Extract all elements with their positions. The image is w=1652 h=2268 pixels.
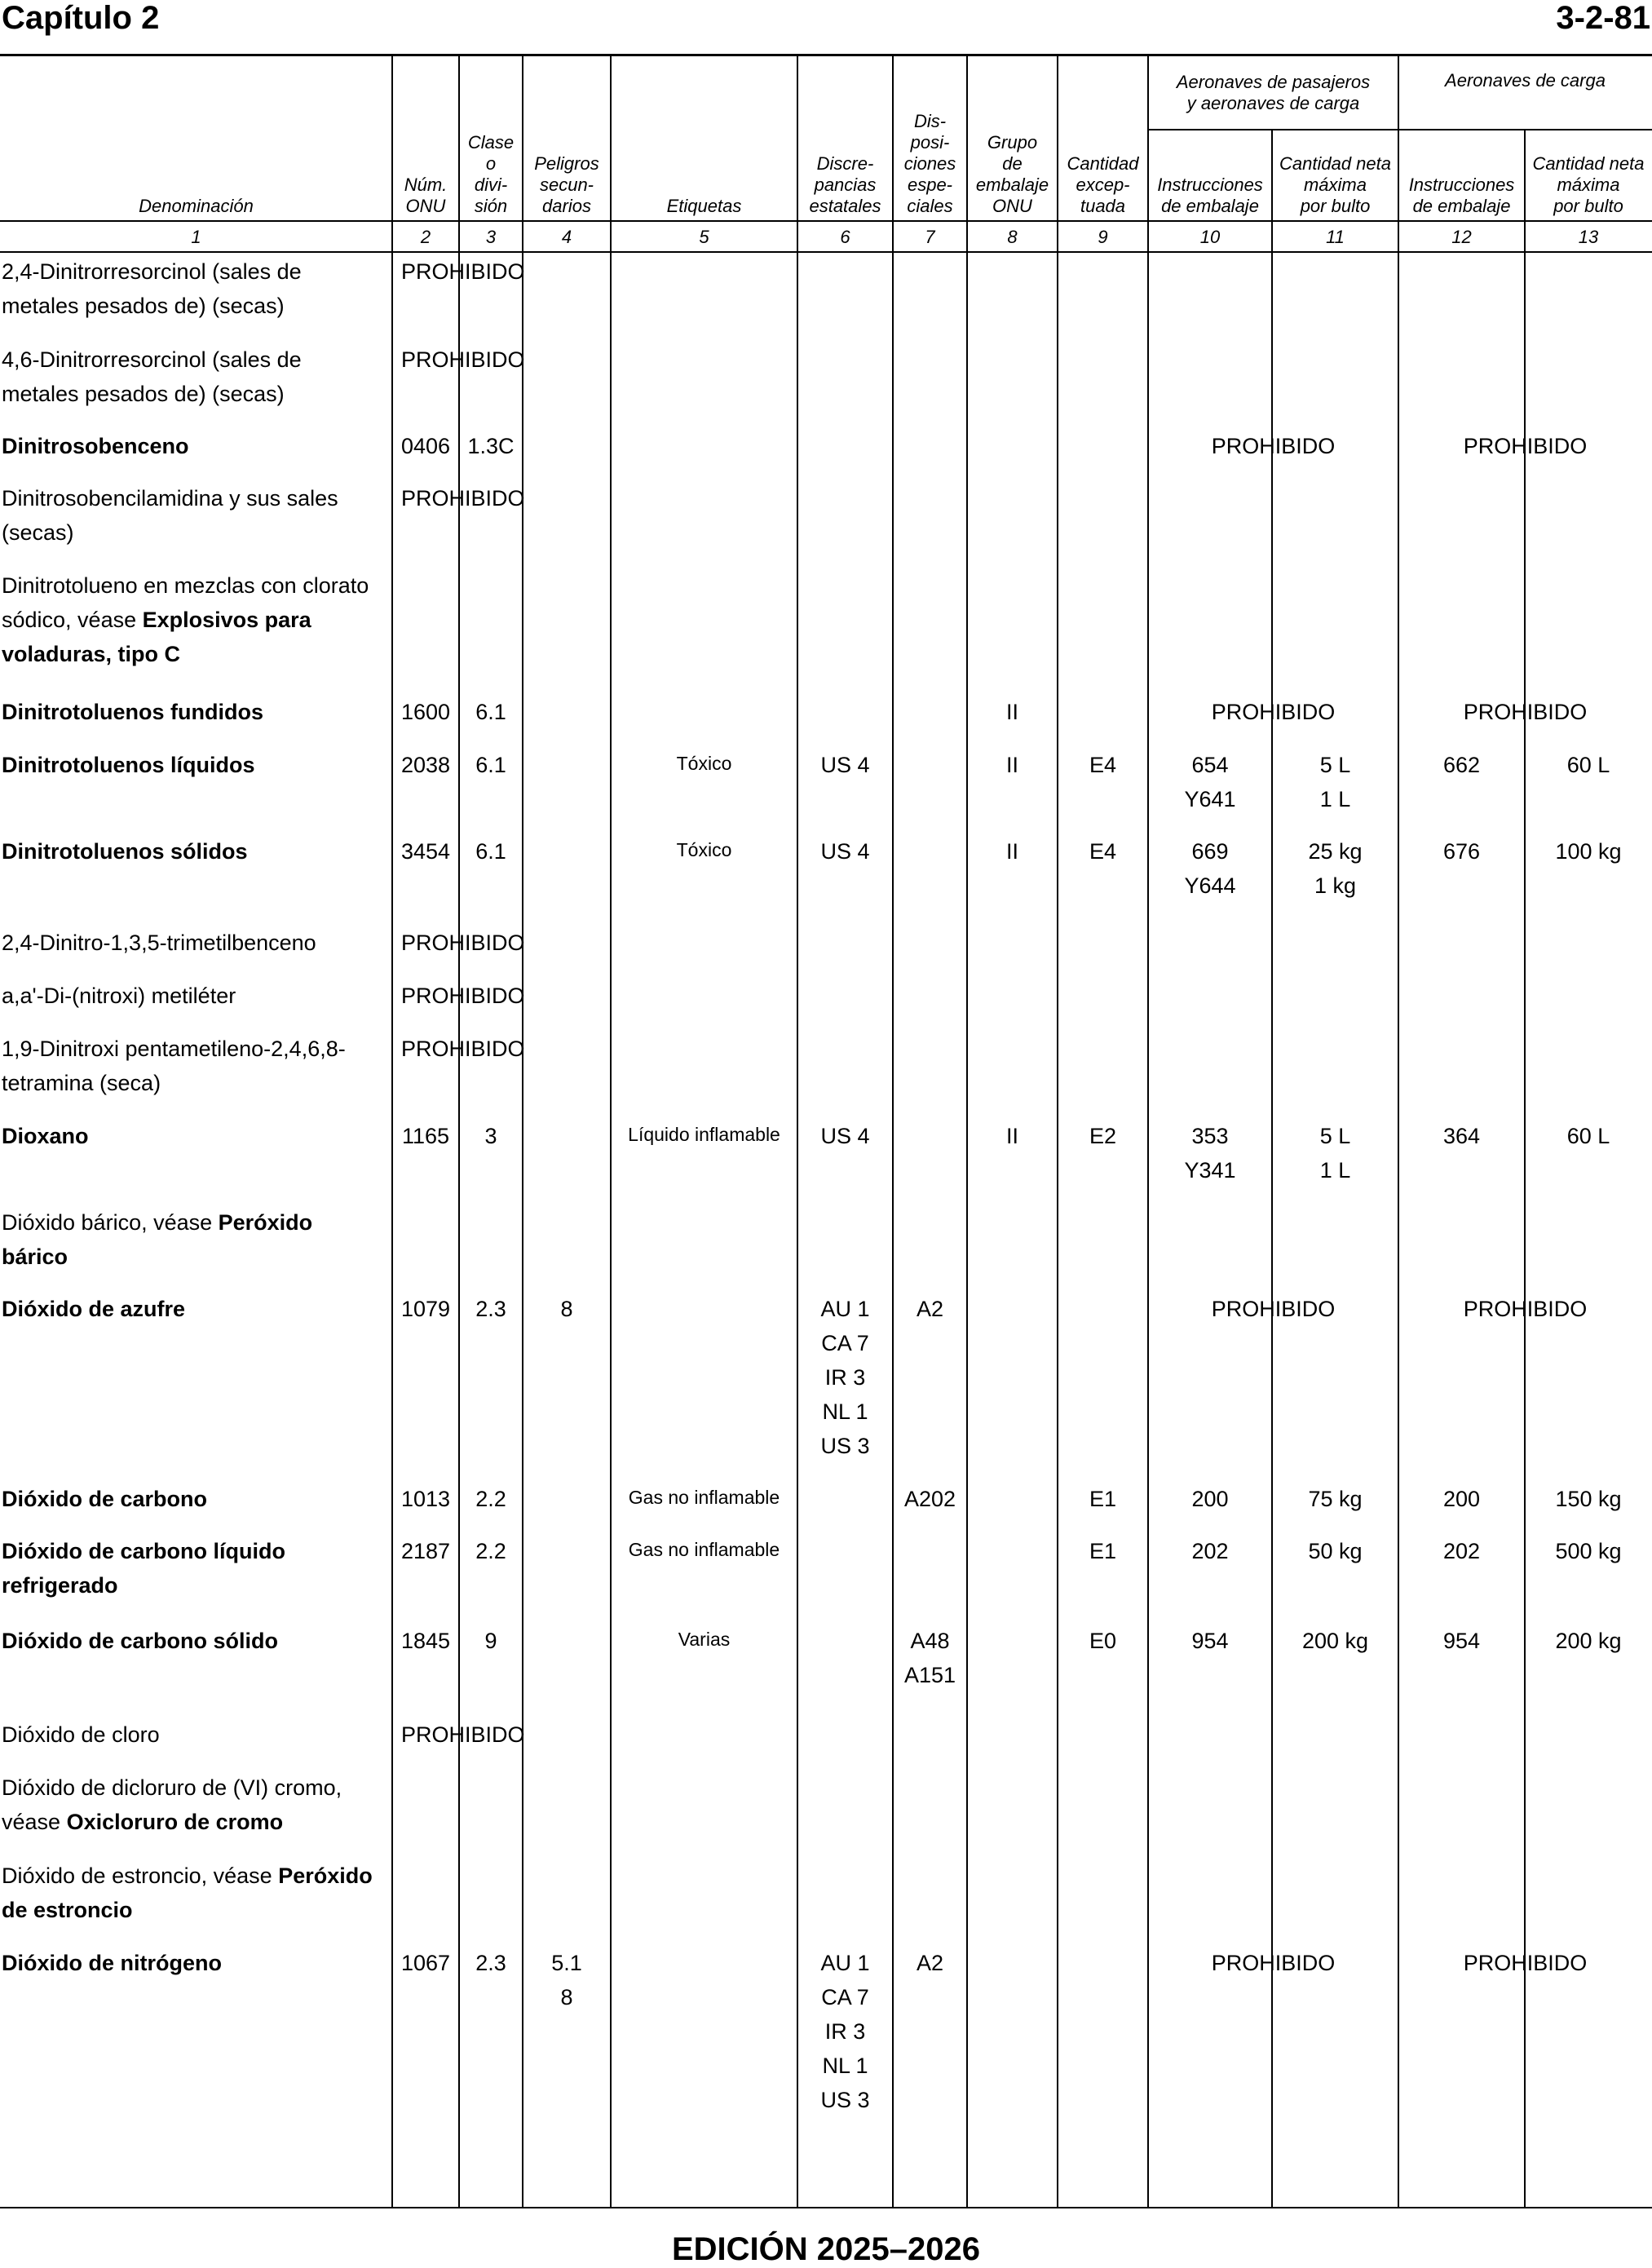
prohibited-all: PROHIBIDO — [401, 1037, 525, 1061]
name-line — [2, 1568, 385, 1603]
column-header-13-line: por bulto — [1553, 196, 1623, 216]
state-variation: US 4 — [820, 753, 870, 777]
name-text: 2,4-Dinitrorresorcinol (sales de — [2, 259, 302, 284]
cell-col-10 — [1148, 834, 1272, 903]
name-line — [2, 343, 385, 377]
column-number: 4 — [561, 227, 572, 247]
column-header-9-line: tuada — [1080, 196, 1126, 216]
name-line — [2, 1066, 385, 1100]
cell-col-3: 3 — [484, 1124, 497, 1148]
cell-col-9: E0 — [1089, 1629, 1117, 1653]
cargo-prohibited: PROHIBIDO — [1463, 700, 1588, 724]
cell-col-11 — [1272, 1119, 1398, 1187]
column-header-7-line: espe- — [907, 175, 953, 195]
passenger-packing-instruction: Y641 — [1184, 787, 1236, 811]
passenger-packing-instruction: 669 — [1191, 839, 1229, 864]
cell-col-9: E2 — [1089, 1124, 1117, 1148]
name-bold-text: Dióxido de carbono — [2, 1487, 208, 1511]
substance-name — [2, 1119, 385, 1153]
cell-col-6 — [797, 834, 893, 869]
cell-col-2: 1165 — [401, 1124, 450, 1148]
name-line — [2, 748, 385, 782]
column-header-8-line: ONU — [992, 196, 1032, 216]
name-bold-text: Dióxido de carbono líquido — [2, 1539, 285, 1563]
cell-col-6 — [797, 1292, 893, 1463]
cell-col-5: Gas no inflamable — [628, 1487, 780, 1508]
substance-name — [2, 1534, 385, 1603]
name-text: a,a'-Di-(nitroxi) metiléter — [2, 984, 236, 1008]
cell-col-9: E4 — [1089, 839, 1117, 864]
substance-name — [2, 1624, 385, 1658]
name-line — [2, 637, 385, 671]
cell-col-11 — [1272, 1482, 1398, 1516]
prohibited-all: PROHIBIDO — [401, 984, 525, 1008]
substance-name — [2, 834, 385, 869]
substance-name — [2, 1292, 385, 1326]
name-text: Dióxido de dicloruro de (VI) cromo, — [2, 1775, 342, 1800]
cell-col-11 — [1272, 1624, 1398, 1658]
group-header-passenger-line: Aeronaves de pasajeros — [1176, 72, 1371, 92]
column-header-9-line: Cantidad — [1067, 153, 1139, 174]
substance-name — [2, 1718, 385, 1752]
name-line — [2, 481, 385, 515]
substance-name — [2, 1946, 385, 1980]
cell-col-5: Líquido inflamable — [628, 1124, 780, 1145]
column-header-1-line: Denominación — [139, 196, 254, 216]
column-number: 7 — [925, 227, 935, 247]
name-line — [2, 1482, 385, 1516]
substance-name — [2, 1032, 385, 1100]
cell-col-8: II — [1005, 1124, 1018, 1148]
cell-col-6 — [797, 1119, 893, 1153]
cell-col-8: II — [1005, 700, 1018, 724]
cell-col-12: 202 — [1442, 1539, 1481, 1563]
cell-col-10 — [1148, 748, 1272, 816]
name-line — [2, 603, 385, 637]
state-variation: NL 1 — [822, 1399, 868, 1424]
cell-col-9: E1 — [1089, 1539, 1117, 1563]
group-header-cargo-line: Aeronaves de carga — [1445, 70, 1606, 91]
column-header-10-line: Instrucciones — [1157, 175, 1263, 195]
substance-name — [2, 1771, 385, 1839]
column-number: 6 — [840, 227, 850, 247]
cell-col-3: 2.3 — [475, 1297, 506, 1321]
passenger-packing-instruction: Y341 — [1184, 1158, 1236, 1183]
passenger-packing-instruction: Y644 — [1184, 873, 1236, 898]
page-number: 3-2-81 — [1556, 0, 1650, 36]
passenger-max-quantity: 75 kg — [1308, 1487, 1363, 1511]
state-variation: AU 1 — [820, 1297, 870, 1321]
column-number: 9 — [1098, 227, 1108, 247]
passenger-prohibited: PROHIBIDO — [1211, 434, 1336, 458]
column-number: 13 — [1578, 227, 1599, 247]
name-text: Dióxido de cloro — [2, 1722, 160, 1747]
column-number: 12 — [1451, 227, 1472, 247]
substance-name — [2, 254, 385, 323]
cell-col-7 — [893, 1292, 967, 1326]
state-variation: US 4 — [820, 1124, 870, 1148]
name-bold-text: Dióxido de nitrógeno — [2, 1951, 222, 1975]
column-header-5-line: Etiquetas — [666, 196, 742, 216]
passenger-max-quantity: 1 L — [1319, 1158, 1351, 1183]
name-text: tetramina (seca) — [2, 1071, 161, 1095]
name-line — [2, 979, 385, 1013]
column-header-3-line: sión — [474, 196, 508, 216]
column-header-8-line: embalaje — [975, 175, 1049, 195]
column-header-4-line: secun- — [539, 175, 594, 195]
name-line — [2, 1292, 385, 1326]
substance-name — [2, 1859, 385, 1927]
name-text: véase — [2, 1810, 67, 1834]
name-text: 4,6-Dinitrorresorcinol (sales de — [2, 347, 302, 372]
passenger-max-quantity: 5 L — [1319, 753, 1351, 777]
name-line — [2, 926, 385, 960]
cell-col-3: 9 — [484, 1629, 497, 1653]
cell-col-13: 500 kg — [1555, 1539, 1622, 1563]
passenger-max-quantity: 1 L — [1319, 787, 1351, 811]
column-header-2-line: ONU — [405, 196, 446, 216]
name-bold-text: Dinitrotoluenos fundidos — [2, 700, 263, 724]
column-header-12-line: Instrucciones — [1408, 175, 1515, 195]
name-line — [2, 1624, 385, 1658]
cell-col-8: II — [1005, 753, 1018, 777]
column-header-10-line: de embalaje — [1161, 196, 1259, 216]
cell-col-7 — [893, 1624, 967, 1692]
prohibited-all: PROHIBIDO — [401, 259, 525, 284]
cell-col-4 — [523, 1292, 611, 1326]
cell-col-7 — [893, 1482, 967, 1516]
name-text: metales pesados de) (secas) — [2, 382, 285, 406]
passenger-packing-instruction: 353 — [1191, 1124, 1229, 1148]
name-line — [2, 695, 385, 729]
column-header-11-line: Cantidad neta — [1279, 153, 1391, 174]
prohibited-all: PROHIBIDO — [401, 931, 525, 955]
column-number: 10 — [1199, 227, 1221, 247]
substance-name — [2, 343, 385, 411]
name-line — [2, 377, 385, 411]
cell-col-11 — [1272, 834, 1398, 903]
cell-col-2: 1067 — [400, 1951, 451, 1975]
passenger-max-quantity: 50 kg — [1308, 1539, 1363, 1563]
cell-col-12: 676 — [1442, 839, 1481, 864]
cell-col-13: 150 kg — [1555, 1487, 1622, 1511]
group-header-passenger-line: y aeronaves de carga — [1186, 93, 1360, 113]
name-bold-text: Dióxido de azufre — [2, 1297, 186, 1321]
cell-col-2: 1845 — [400, 1629, 451, 1653]
edition-footer: EDICIÓN 2025–2026 — [671, 2231, 980, 2267]
cell-col-3: 6.1 — [475, 753, 506, 777]
passenger-prohibited: PROHIBIDO — [1211, 700, 1336, 724]
name-line — [2, 1805, 385, 1839]
name-line — [2, 254, 385, 289]
name-bold-text: Explosivos para — [142, 608, 311, 632]
subsidiary-hazard: 5.1 — [551, 1951, 582, 1975]
cell-col-12: 200 — [1442, 1487, 1481, 1511]
name-line — [2, 1771, 385, 1805]
column-header-9-line: excep- — [1076, 175, 1130, 195]
substance-name — [2, 429, 385, 463]
cell-col-12: 364 — [1442, 1124, 1481, 1148]
name-bold-text: refrigerado — [2, 1573, 118, 1598]
cell-col-6 — [797, 1946, 893, 2117]
cell-col-2: 1013 — [400, 1487, 451, 1511]
cell-col-2: 1079 — [400, 1297, 451, 1321]
cell-col-5: Tóxico — [676, 839, 732, 860]
name-text: Dinitrosobencilamidina y sus sales — [2, 486, 338, 511]
column-header-13-line: máxima — [1557, 175, 1620, 195]
chapter-title: Capítulo 2 — [2, 0, 160, 36]
name-line — [2, 429, 385, 463]
passenger-max-quantity: 25 kg — [1308, 839, 1363, 864]
name-bold-text: Dióxido de carbono sólido — [2, 1629, 279, 1653]
cell-col-11 — [1272, 748, 1398, 816]
state-variation: US 3 — [820, 1434, 870, 1458]
cell-col-3: 2.2 — [475, 1487, 506, 1511]
column-number: 5 — [699, 227, 709, 247]
name-text: 2,4-Dinitro-1,3,5-trimetilbenceno — [2, 931, 316, 955]
name-bold-text: Dioxano — [2, 1124, 89, 1148]
column-header-7-line: Dis- — [913, 111, 947, 131]
name-line — [2, 1032, 385, 1066]
cell-col-2: 0406 — [400, 434, 451, 458]
column-header-13-line: Cantidad neta — [1532, 153, 1645, 174]
name-bold-text: Peróxido — [218, 1210, 313, 1235]
substance-name — [2, 1205, 385, 1274]
cell-col-2: 2187 — [400, 1539, 451, 1563]
column-number: 2 — [420, 227, 431, 247]
name-text: metales pesados de) (secas) — [2, 294, 285, 318]
passenger-max-quantity: 5 L — [1319, 1124, 1351, 1148]
cell-col-3: 2.2 — [475, 1539, 506, 1563]
cell-col-12: 662 — [1442, 753, 1481, 777]
cell-col-10 — [1148, 1534, 1272, 1568]
passenger-max-quantity: 1 kg — [1314, 873, 1357, 898]
cell-col-10 — [1148, 1482, 1272, 1516]
state-variation: IR 3 — [824, 2019, 866, 2044]
cell-col-3: 6.1 — [475, 700, 506, 724]
name-line — [2, 1240, 385, 1274]
column-header-3-line: divi- — [474, 175, 508, 195]
cell-col-9: E4 — [1089, 753, 1117, 777]
cell-col-5: Gas no inflamable — [628, 1539, 780, 1560]
special-provision: A48 — [910, 1629, 950, 1653]
name-text: (secas) — [2, 520, 74, 545]
cell-col-8: II — [1005, 839, 1018, 864]
state-variation: CA 7 — [821, 1985, 869, 2009]
cell-col-11 — [1272, 1534, 1398, 1568]
state-variation: US 4 — [820, 839, 870, 864]
substance-name — [2, 481, 385, 550]
name-bold-text: Dinitrotoluenos sólidos — [2, 839, 248, 864]
name-bold-text: bárico — [2, 1245, 68, 1269]
cell-col-6 — [797, 748, 893, 782]
column-header-6-line: Discre- — [816, 153, 874, 174]
column-header-7-line: ciales — [907, 196, 953, 216]
name-bold-text: voladuras, tipo C — [2, 642, 181, 666]
cell-col-2: 2038 — [400, 753, 451, 777]
name-text: 1,9-Dinitroxi pentametileno-2,4,6,8- — [2, 1037, 346, 1061]
substance-name — [2, 748, 385, 782]
cargo-prohibited: PROHIBIDO — [1463, 1951, 1588, 1975]
name-line — [2, 515, 385, 550]
substance-name — [2, 979, 385, 1013]
cell-col-5: Varias — [678, 1629, 731, 1650]
substance-name — [2, 695, 385, 729]
passenger-packing-instruction: 202 — [1191, 1539, 1229, 1563]
cell-col-4 — [523, 1946, 611, 2014]
column-number: 3 — [485, 227, 497, 247]
column-header-8-line: de — [1002, 153, 1023, 174]
state-variation: US 3 — [820, 2088, 870, 2112]
name-bold-text: Dinitrotoluenos líquidos — [2, 753, 255, 777]
special-provision: A151 — [903, 1663, 956, 1687]
column-header-8-line: Grupo — [987, 132, 1038, 153]
name-line — [2, 1893, 385, 1927]
cell-col-10 — [1148, 1119, 1272, 1187]
column-number: 8 — [1007, 227, 1018, 247]
prohibited-all: PROHIBIDO — [401, 347, 525, 372]
subsidiary-hazard: 8 — [560, 1297, 573, 1321]
cargo-prohibited: PROHIBIDO — [1463, 434, 1588, 458]
column-header-4-line: darios — [542, 196, 591, 216]
column-header-7-line: posi- — [910, 132, 950, 153]
substance-name — [2, 568, 385, 671]
name-line — [2, 289, 385, 323]
special-provision: A2 — [916, 1951, 944, 1975]
column-header-3-line: o — [485, 153, 497, 174]
name-bold-text: de estroncio — [2, 1898, 133, 1922]
column-header-6-line: pancias — [814, 175, 877, 195]
passenger-prohibited: PROHIBIDO — [1211, 1297, 1336, 1321]
column-header-3-line: Clase — [467, 132, 515, 153]
cell-col-3: 1.3C — [467, 434, 515, 458]
passenger-prohibited: PROHIBIDO — [1211, 1951, 1336, 1975]
substance-name — [2, 926, 385, 960]
substance-name — [2, 1482, 385, 1516]
cell-col-5: Tóxico — [676, 753, 732, 774]
name-text: Dióxido de estroncio, véase — [2, 1863, 279, 1888]
prohibited-all: PROHIBIDO — [401, 486, 525, 511]
name-line — [2, 1205, 385, 1240]
name-line — [2, 1946, 385, 1980]
column-number: 1 — [191, 227, 201, 247]
column-number: 11 — [1326, 227, 1345, 247]
name-text: Dinitrotolueno en mezclas con clorato — [2, 573, 369, 598]
name-line — [2, 1534, 385, 1568]
name-text: Dióxido bárico, véase — [2, 1210, 219, 1235]
name-bold-text: Peróxido — [278, 1863, 373, 1888]
cell-col-13: 100 kg — [1555, 839, 1622, 864]
cell-col-13: 200 kg — [1555, 1629, 1622, 1653]
column-header-11-line: por bulto — [1300, 196, 1371, 216]
passenger-max-quantity: 200 kg — [1301, 1629, 1369, 1653]
cell-col-2: 1600 — [400, 700, 451, 724]
column-header-4-line: Peligros — [534, 153, 599, 174]
passenger-packing-instruction: 200 — [1191, 1487, 1229, 1511]
cell-col-2: 3454 — [400, 839, 451, 864]
column-header-6-line: estatales — [809, 196, 881, 216]
name-bold-text: Oxicloruro de cromo — [66, 1810, 284, 1834]
cargo-prohibited: PROHIBIDO — [1463, 1297, 1588, 1321]
name-line — [2, 834, 385, 869]
state-variation: CA 7 — [821, 1331, 869, 1355]
cell-col-12: 954 — [1442, 1629, 1481, 1653]
passenger-packing-instruction: 654 — [1191, 753, 1229, 777]
cell-col-3: 6.1 — [475, 839, 506, 864]
name-line — [2, 1859, 385, 1893]
cell-col-3: 2.3 — [475, 1951, 506, 1975]
special-provision: A2 — [916, 1297, 944, 1321]
name-line — [2, 1119, 385, 1153]
cell-col-13: 60 L — [1566, 1124, 1610, 1148]
special-provision: A202 — [903, 1487, 956, 1511]
column-header-7-line: ciones — [903, 153, 956, 174]
state-variation: NL 1 — [822, 2054, 868, 2078]
column-header-2-line: Núm. — [404, 175, 448, 195]
cell-col-13: 60 L — [1566, 753, 1610, 777]
passenger-packing-instruction: 954 — [1191, 1629, 1229, 1653]
name-line — [2, 568, 385, 603]
prohibited-all: PROHIBIDO — [401, 1722, 525, 1747]
cell-col-10 — [1148, 1624, 1272, 1658]
subsidiary-hazard: 8 — [560, 1985, 573, 2009]
name-bold-text: Dinitrosobenceno — [2, 434, 189, 458]
name-text: sódico, véase — [2, 608, 143, 632]
state-variation: IR 3 — [824, 1365, 866, 1390]
column-header-12-line: de embalaje — [1412, 196, 1511, 216]
name-line — [2, 1718, 385, 1752]
cell-col-7 — [893, 1946, 967, 1980]
cell-col-9: E1 — [1089, 1487, 1117, 1511]
state-variation: AU 1 — [820, 1951, 870, 1975]
column-header-11-line: máxima — [1303, 175, 1367, 195]
